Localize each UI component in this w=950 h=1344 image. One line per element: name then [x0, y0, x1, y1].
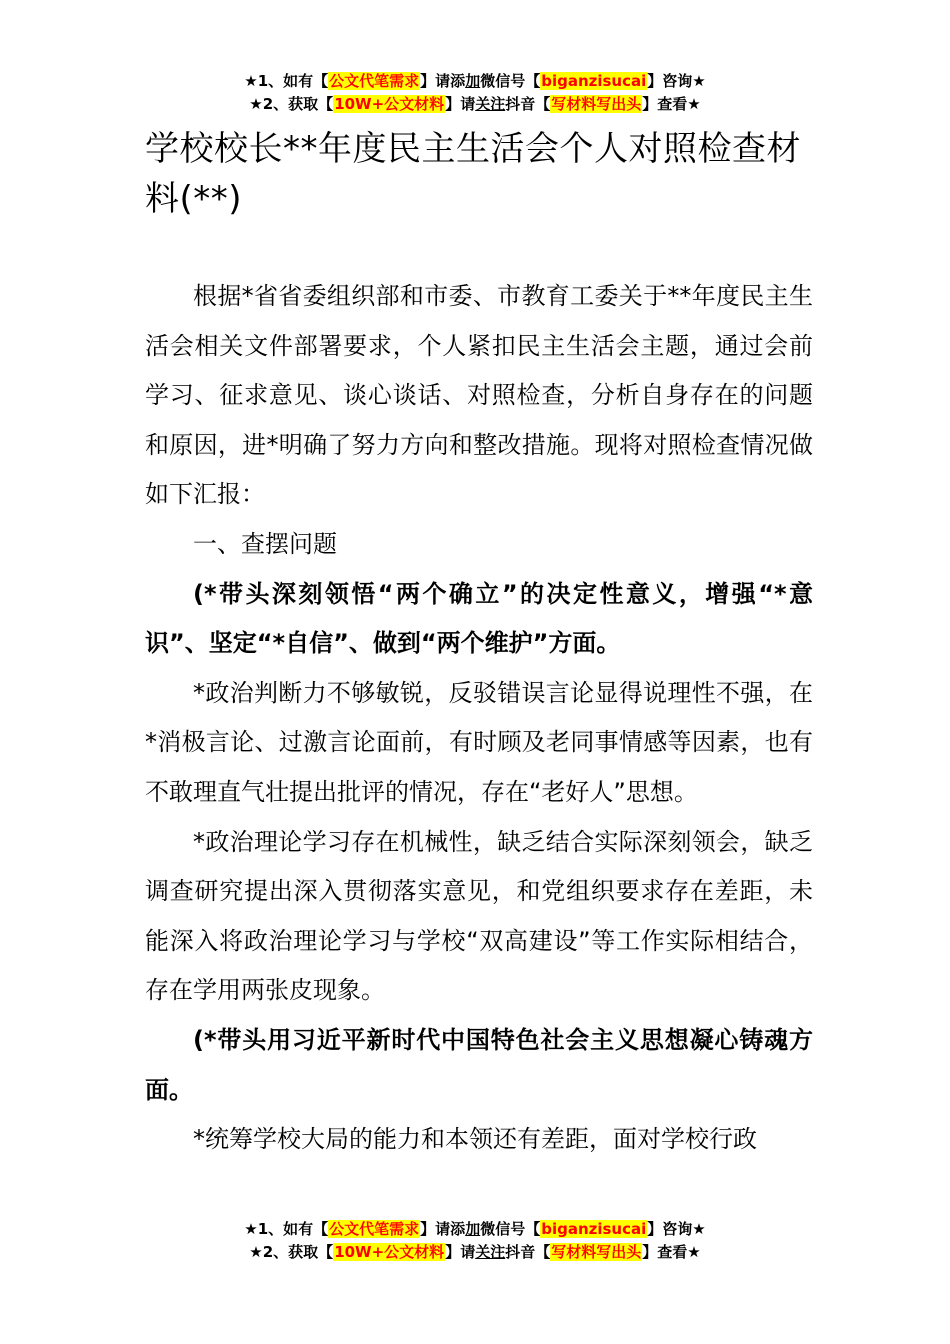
intro-paragraph: 根据*省省委组织部和市委、市教育工委关于**年度民主生活会相关文件部署要求，个人紧扣民主生活会主题，通过会前学习、征求意见、谈心谈话、对照检查，分析自身存在的问题和原因，进*明确了努力方向和整改措施。现将对照检查情况做如下汇报：	[145, 282, 813, 509]
banner-line-1: ★1、如有【公文代笔需求】请添加微信号【biganzisucai】咨询★	[244, 72, 706, 90]
banner-line-1: ★1、如有【公文代笔需求】请添加微信号【biganzisucai】咨询★	[244, 1220, 706, 1238]
banner-wechat-id: biganzisucai	[541, 1220, 647, 1238]
banner-line-2: ★2、获取【10W+公文材料】请关注抖音【写材料写出头】查看★	[249, 1243, 701, 1261]
banner-highlight: 公文代笔需求	[329, 72, 420, 90]
subsection-heading: (*带头用习近平新时代中国特色社会主义思想凝心铸魂方面。	[145, 1025, 813, 1104]
body-paragraph: *政治判断力不够敏锐，反驳错误言论显得说理性不强，在*消极言论、过激言论面前，有时顾及老同事情感等因素，也有不敢理直气壮提出批评的情况，存在“老好人”思想。	[145, 678, 813, 806]
banner-douyin-id: 写材料写出头	[551, 95, 642, 113]
banner-highlight: 10W+公文材料	[334, 95, 445, 113]
banner-line-2: ★2、获取【10W+公文材料】请关注抖音【写材料写出头】查看★	[249, 95, 701, 113]
subsection-heading: (*带头深刻领悟“两个确立”的决定性意义，增强“*意识”、坚定“*自信”、做到“两个维护”方面。	[145, 579, 813, 658]
banner-douyin-id: 写材料写出头	[551, 1243, 642, 1261]
body-paragraph: *政治理论学习存在机械性，缺乏结合实际深刻领会，缺乏调查研究提出深入贯彻落实意见，和党组织要求存在差距，未能深入将政治理论学习与学校“双高建设”等工作实际相结合，存在学用两张皮现象。	[145, 827, 813, 1005]
section-heading: 一、查摆问题	[193, 529, 337, 558]
header-banner	[0, 70, 950, 116]
document-body	[145, 272, 813, 1165]
document-title: 学校校长**年度民主生活会个人对照检查材料(**)	[145, 129, 801, 219]
body-paragraph: *统筹学校大局的能力和本领还有差距，面对学校行政	[193, 1125, 757, 1154]
banner-highlight: 公文代笔需求	[329, 1220, 420, 1238]
footer-banner	[0, 1218, 950, 1264]
banner-wechat-id: biganzisucai	[541, 72, 647, 90]
banner-highlight: 10W+公文材料	[334, 1243, 445, 1261]
